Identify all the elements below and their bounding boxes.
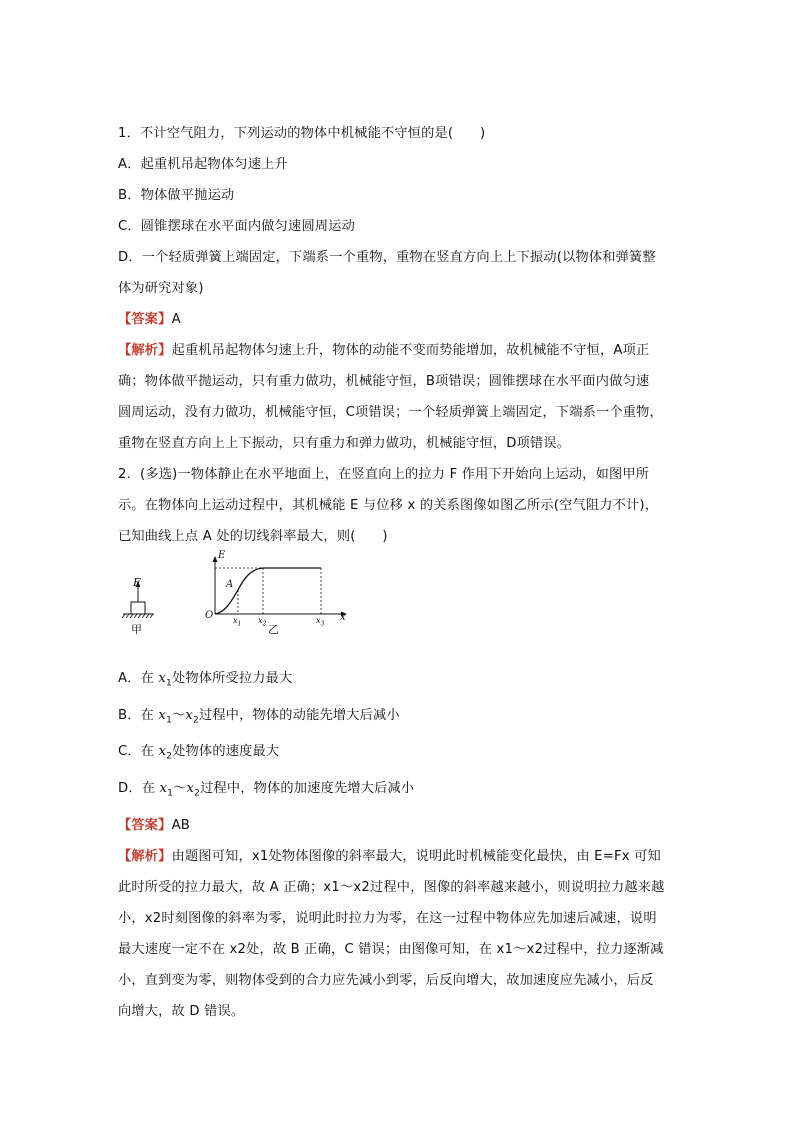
q2-analysis-line-4: 最大速度一定不在 x2处，故 B 正确，C 错误；由图像可知，在 x1～x2过程中，拉力逐渐减 — [118, 941, 664, 957]
q2-analysis-line-1 — [118, 841, 683, 872]
analysis-tag: 【解析】 — [118, 343, 172, 358]
answer-value: AB — [171, 817, 191, 833]
caption-yi: 乙 — [268, 623, 279, 636]
option-d-range: ～ — [173, 780, 187, 796]
option-b-prefix: B．在 — [118, 707, 159, 723]
option-a-prefix: A．在 — [118, 671, 159, 686]
q2-figure-svg — [118, 554, 358, 659]
analysis-text: 由题图可知，x1处物体图像的斜率最大，说明此时机械能变化最快，由 E=Fx 可知 — [171, 848, 661, 864]
point-a-label: A — [226, 579, 234, 590]
q1-stem: 1．不计空气阻力，下列运动的物体中机械能不守恒的是( ) — [118, 126, 486, 141]
option-b-var2: x — [185, 707, 194, 723]
option-a-sub: 1 — [166, 678, 172, 689]
option-c-text: 处物体的速度最大 — [172, 744, 280, 760]
x3-tick-label: $x_3$ — [316, 616, 325, 628]
q2-option-b — [118, 700, 683, 737]
energy-curve — [215, 568, 263, 614]
option-c-var: x — [158, 744, 167, 760]
q2-analysis-line-6: 向增大，故 D 错误。 — [118, 1003, 245, 1019]
q1-analysis-line-1 — [118, 335, 683, 366]
q1-analysis-line-3: 圆周运动，没有力做功，机械能守恒，C项错误；一个轻质弹簧上端固定，下端系一个重物， — [118, 405, 663, 420]
answer-value: A — [171, 312, 181, 327]
q2-figure — [118, 550, 683, 659]
answer-tag: 【答案】 — [118, 817, 172, 833]
x1-tick-label: $x_1$ — [233, 616, 242, 628]
option-a-text: 处物体所受拉力最大 — [171, 671, 293, 686]
q2-option-d — [118, 773, 683, 810]
option-d-var1: x — [159, 780, 168, 796]
q2-option-c — [118, 736, 683, 773]
option-b-sub2: 2 — [193, 715, 199, 726]
q1-option-a: A．起重机吊起物体匀速上升 — [118, 157, 288, 172]
origin-label: O — [205, 610, 214, 621]
y-axis-arrow — [213, 556, 218, 562]
q1-analysis-line-4: 重物在竖直方向上上下振动，只有重力和弹力做功，机械能守恒，D项错误。 — [118, 436, 571, 451]
q2-option-a — [118, 663, 683, 700]
x2-tick-label: $x_2$ — [258, 616, 267, 628]
analysis-text: 起重机吊起物体匀速上升，物体的动能不变而势能增加，故机械能不守恒，A项正 — [171, 343, 650, 358]
q2-analysis-line-3: 小，x2时刻图像的斜率为零，说明此时拉力为零，在这一过程中物体应先加速后减速，说明 — [118, 910, 657, 926]
option-d-prefix: D．在 — [118, 780, 160, 796]
answer-tag: 【答案】 — [118, 312, 172, 327]
block-shape — [131, 602, 145, 614]
q2-stem-line-1: 2．(多选)一物体静止在水平地面上，在竖直向上的拉力 F 作用下开始向上运动，如图甲所 — [118, 467, 650, 482]
option-b-sub1: 1 — [166, 715, 172, 726]
analysis-tag: 【解析】 — [118, 848, 172, 864]
option-b-range: ～ — [172, 707, 186, 723]
option-d-text: 过程中，物体的加速度先增大后减小 — [200, 780, 415, 796]
q2-stem-line-3: 已知曲线上点 A 处的切线斜率最大，则( ) — [118, 529, 388, 544]
option-d-var2: x — [186, 780, 195, 796]
document-page — [118, 118, 683, 1027]
caption-jia: 甲 — [131, 623, 142, 636]
q2-stem-line-2: 示。在物体向上运动过程中，其机械能 E 与位移 x 的关系图像如图乙所示(空气阻力不计)， — [118, 498, 659, 513]
q2-answer — [118, 810, 683, 841]
q1-option-b: B．物体做平抛运动 — [118, 188, 235, 203]
axis-e-label: E — [218, 550, 226, 561]
q1-option-c: C．圆锥摆球在水平面内做匀速圆周运动 — [118, 219, 355, 234]
q1-option-d-cont: 体为研究对象) — [118, 281, 204, 296]
q1-option-d: D．一个轻质弹簧上端固定，下端系一个重物，重物在竖直方向上上下振动(以物体和弹簧整 — [118, 250, 656, 265]
q1-answer — [118, 304, 683, 335]
axis-x-label: x — [340, 612, 346, 623]
option-b-text: 过程中，物体的动能先增大后减小 — [198, 707, 400, 723]
option-d-sub1: 1 — [167, 788, 174, 799]
force-label: F — [133, 576, 141, 589]
q2-analysis-line-5: 小，直到变为零，则物体受到的合力应先减小到零，后反向增大，故加速度应先减小，后反 — [118, 972, 654, 988]
ground-hatch — [122, 614, 153, 618]
q2-analysis-line-2: 此时所受的拉力最大，故 A 正确；x1～x2过程中，图像的斜率越来越小，则说明拉力越来越 — [118, 879, 665, 895]
option-c-sub: 2 — [166, 751, 173, 762]
q1-analysis-line-2: 确；物体做平抛运动，只有重力做功，机械能守恒，B项错误；圆锥摆球在水平面内做匀速 — [118, 374, 650, 389]
option-d-sub2: 2 — [194, 788, 201, 799]
option-b-var1: x — [158, 707, 167, 723]
option-a-var: x — [158, 671, 167, 686]
option-c-prefix: C．在 — [118, 744, 159, 760]
